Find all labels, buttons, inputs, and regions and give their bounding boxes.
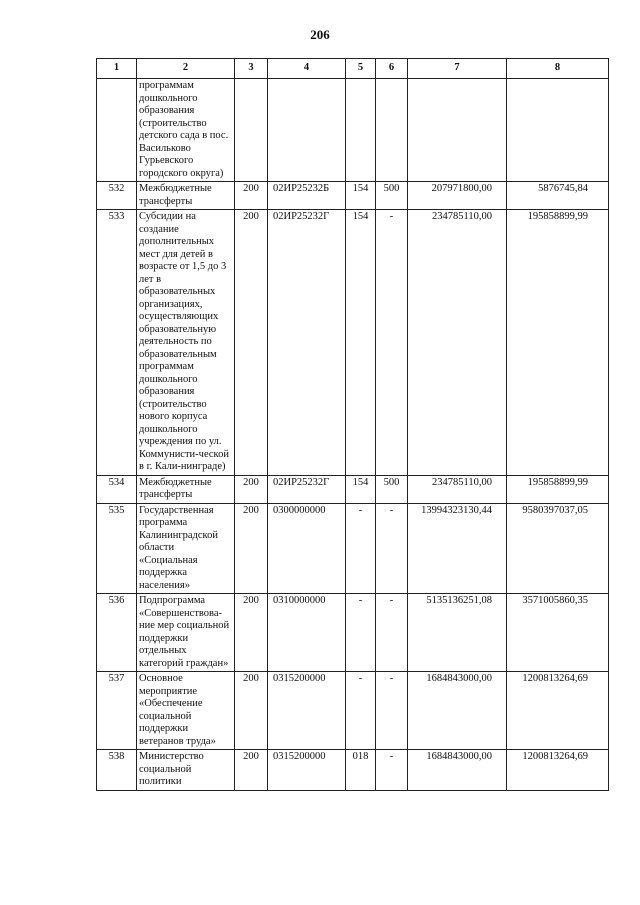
table-row xyxy=(97,79,609,182)
name-cell: Основное мероприятие «Обеспечение социальной поддержки ветеранов труда» xyxy=(137,672,235,750)
column-header: 1 xyxy=(97,59,137,79)
actual-amount-cell: 195858899,99 xyxy=(507,210,609,476)
code-cell xyxy=(235,79,268,182)
type-cell: - xyxy=(376,750,408,791)
column-header: 4 xyxy=(268,59,346,79)
actual-amount-cell xyxy=(507,79,609,182)
actual-amount-cell: 5876745,84 xyxy=(507,182,609,210)
type-cell: 500 xyxy=(376,475,408,503)
code-cell: 200 xyxy=(235,594,268,672)
subcode-cell: 154 xyxy=(346,475,376,503)
plan-amount-cell: 1684843000,00 xyxy=(408,672,507,750)
table-row xyxy=(97,750,609,791)
target-code-cell: 0310000000 xyxy=(268,594,346,672)
code-cell: 200 xyxy=(235,210,268,476)
row-number-cell: 533 xyxy=(97,210,137,476)
target-code-cell: 02ИР25232Б xyxy=(268,182,346,210)
target-code-cell: 02ИР25232Г xyxy=(268,210,346,476)
subcode-cell: 154 xyxy=(346,182,376,210)
actual-amount-cell: 195858899,99 xyxy=(507,475,609,503)
subcode-cell xyxy=(346,79,376,182)
row-number-cell: 537 xyxy=(97,672,137,750)
budget-table xyxy=(96,58,609,791)
column-header: 8 xyxy=(507,59,609,79)
row-number-cell: 535 xyxy=(97,503,137,594)
column-header: 3 xyxy=(235,59,268,79)
table-row xyxy=(97,475,609,503)
name-cell: Межбюджетные трансферты xyxy=(137,182,235,210)
type-cell: 500 xyxy=(376,182,408,210)
actual-amount-cell: 9580397037,05 xyxy=(507,503,609,594)
table-row xyxy=(97,672,609,750)
plan-amount-cell: 5135136251,08 xyxy=(408,594,507,672)
column-header: 5 xyxy=(346,59,376,79)
code-cell: 200 xyxy=(235,750,268,791)
type-cell: - xyxy=(376,210,408,476)
name-cell: Государственная программа Калининградской области «Социальная поддержка населения» xyxy=(137,503,235,594)
column-header: 7 xyxy=(408,59,507,79)
plan-amount-cell: 234785110,00 xyxy=(408,475,507,503)
target-code-cell: 0315200000 xyxy=(268,750,346,791)
subcode-cell: 018 xyxy=(346,750,376,791)
code-cell: 200 xyxy=(235,672,268,750)
code-cell: 200 xyxy=(235,182,268,210)
row-number-cell xyxy=(97,79,137,182)
plan-amount-cell: 13994323130,44 xyxy=(408,503,507,594)
subcode-cell: - xyxy=(346,672,376,750)
name-cell: Подпрограмма «Совершенствова-ние мер социальной поддержки отдельных категорий граждан» xyxy=(137,594,235,672)
name-cell: Министерство социальной политики xyxy=(137,750,235,791)
type-cell: - xyxy=(376,594,408,672)
target-code-cell: 02ИР25232Г xyxy=(268,475,346,503)
table-row xyxy=(97,594,609,672)
name-cell: Субсидии на создание дополнительных мест для детей в возрасте от 1,5 до 3 лет в образовательных организациях, осуществляющих образовательную деятельность по образовательным программам дошкольного образования (строительство нового корпуса дошкольного учреждения по ул. Коммунисти-ческой в г. Кали-нинграде) xyxy=(137,210,235,476)
actual-amount-cell: 1200813264,69 xyxy=(507,672,609,750)
table-row xyxy=(97,182,609,210)
type-cell xyxy=(376,79,408,182)
type-cell: - xyxy=(376,503,408,594)
row-number-cell: 538 xyxy=(97,750,137,791)
subcode-cell: - xyxy=(346,503,376,594)
row-number-cell: 536 xyxy=(97,594,137,672)
actual-amount-cell: 3571005860,35 xyxy=(507,594,609,672)
actual-amount-cell: 1200813264,69 xyxy=(507,750,609,791)
column-header: 6 xyxy=(376,59,408,79)
table-row xyxy=(97,210,609,476)
name-cell: программам дошкольного образования (строительство детского сада в пос. Васильково Гурьевского городского округа) xyxy=(137,79,235,182)
plan-amount-cell: 207971800,00 xyxy=(408,182,507,210)
name-cell: Межбюджетные трансферты xyxy=(137,475,235,503)
table-header-row xyxy=(97,59,609,79)
target-code-cell: 0315200000 xyxy=(268,672,346,750)
column-header: 2 xyxy=(137,59,235,79)
table-row xyxy=(97,503,609,594)
plan-amount-cell: 1684843000,00 xyxy=(408,750,507,791)
subcode-cell: 154 xyxy=(346,210,376,476)
plan-amount-cell: 234785110,00 xyxy=(408,210,507,476)
row-number-cell: 534 xyxy=(97,475,137,503)
row-number-cell: 532 xyxy=(97,182,137,210)
type-cell: - xyxy=(376,672,408,750)
plan-amount-cell xyxy=(408,79,507,182)
subcode-cell: - xyxy=(346,594,376,672)
code-cell: 200 xyxy=(235,475,268,503)
target-code-cell: 0300000000 xyxy=(268,503,346,594)
page-number: 206 xyxy=(310,27,330,42)
target-code-cell xyxy=(268,79,346,182)
code-cell: 200 xyxy=(235,503,268,594)
